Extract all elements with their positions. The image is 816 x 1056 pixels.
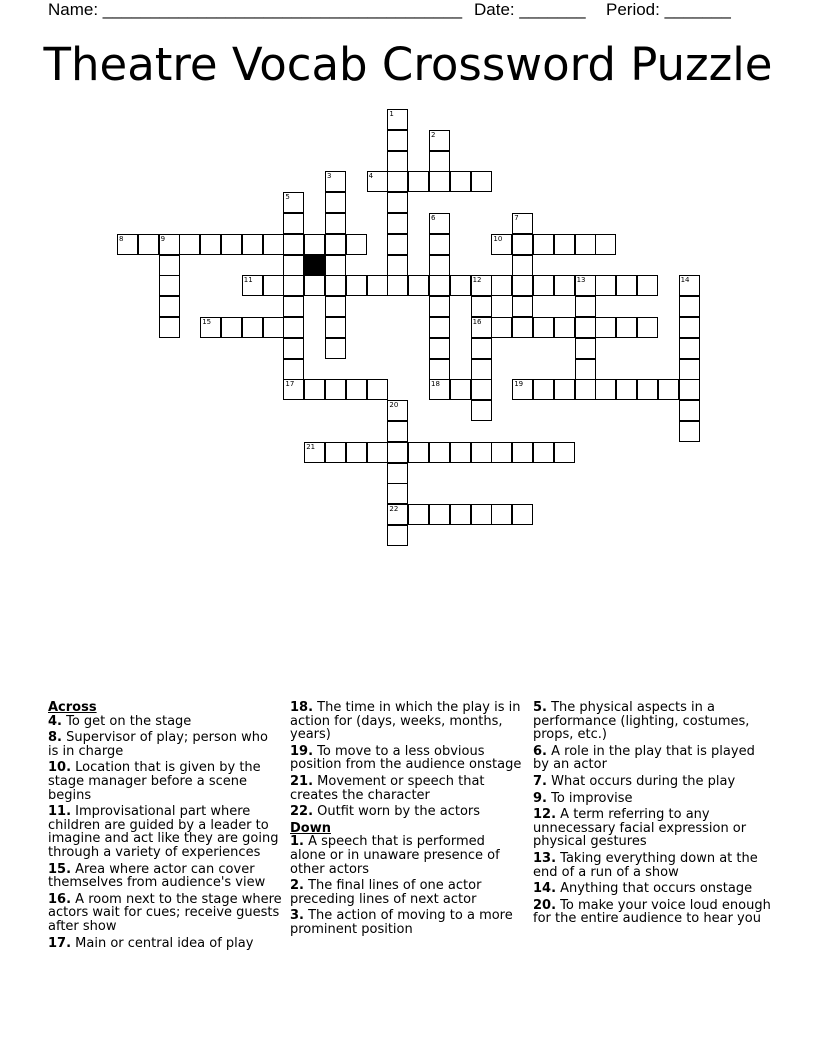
grid-cell[interactable]	[554, 317, 575, 338]
grid-cell[interactable]	[554, 275, 575, 296]
grid-cell[interactable]	[283, 255, 304, 276]
clue-text: Main or central idea of play	[71, 935, 254, 951]
page-title: Theatre Vocab Crossword Puzzle	[43, 38, 773, 91]
grid-cell[interactable]	[616, 275, 637, 296]
grid-cell[interactable]	[429, 234, 450, 255]
clue-number: 1.	[290, 834, 304, 850]
clue-item	[290, 745, 522, 772]
grid-cell[interactable]	[450, 504, 471, 525]
grid-cell[interactable]	[679, 379, 700, 400]
grid-cell[interactable]	[637, 379, 658, 400]
grid-cell[interactable]	[450, 171, 471, 192]
clue-text: To get on the stage	[61, 713, 192, 729]
grid-cell[interactable]	[679, 400, 700, 421]
clue-item	[290, 879, 522, 906]
grid-cell[interactable]	[575, 338, 596, 359]
grid-cell[interactable]	[450, 379, 471, 400]
grid-cell[interactable]	[283, 296, 304, 317]
grid-cell[interactable]	[200, 234, 221, 255]
clue-item	[533, 745, 773, 772]
clue-text: Supervisor of play; person who is in charge	[48, 730, 268, 759]
grid-cell[interactable]	[595, 275, 616, 296]
grid-cell[interactable]	[575, 359, 596, 380]
clues-column-1	[48, 701, 282, 953]
grid-cell[interactable]	[491, 275, 512, 296]
grid-cell[interactable]	[450, 442, 471, 463]
clue-number: 15.	[48, 861, 72, 877]
clue-item	[48, 863, 282, 890]
clue-text: To improvise	[546, 790, 633, 806]
grid-clue-number: 1	[389, 110, 394, 118]
grid-clue-number: 11	[243, 276, 253, 285]
grid-cell[interactable]	[159, 296, 180, 317]
grid-cell[interactable]	[575, 296, 596, 317]
clue-number: 17.	[48, 935, 72, 951]
clue-item	[290, 805, 522, 819]
clue-number: 14.	[533, 881, 557, 897]
grid-cell[interactable]	[387, 255, 408, 276]
grid-cell[interactable]	[679, 359, 700, 380]
clue-text: The physical aspects in a performance (lighting, costumes, props, etc.)	[533, 700, 750, 743]
grid-cell[interactable]	[471, 379, 492, 400]
clues-column-2	[290, 701, 522, 940]
grid-cell[interactable]	[471, 359, 492, 380]
grid-clue-number: 14	[680, 276, 690, 285]
grid-cell[interactable]	[325, 213, 346, 234]
grid-cell[interactable]	[491, 442, 512, 463]
grid-cell[interactable]	[429, 504, 450, 525]
clue-item	[533, 808, 773, 849]
grid-cell[interactable]	[325, 192, 346, 213]
grid-cell[interactable]	[471, 338, 492, 359]
grid-cell[interactable]	[429, 296, 450, 317]
grid-cell[interactable]	[242, 317, 263, 338]
clue-item	[48, 761, 282, 802]
grid-cell[interactable]	[512, 234, 533, 255]
grid-cell[interactable]	[429, 338, 450, 359]
grid-cell[interactable]	[283, 275, 304, 296]
clue-item	[533, 899, 773, 926]
grid-cell[interactable]	[325, 296, 346, 317]
grid-cell[interactable]	[325, 234, 346, 255]
grid-cell[interactable]	[450, 275, 471, 296]
grid-cell[interactable]	[679, 338, 700, 359]
clue-item	[48, 715, 282, 729]
name-field-label: Name: ______________________________________	[48, 0, 463, 19]
clue-text: Outfit worn by the actors	[313, 804, 481, 820]
clue-item	[48, 731, 282, 758]
grid-clue-number: 5	[285, 193, 290, 202]
grid-cell[interactable]	[554, 234, 575, 255]
grid-clue-number: 21	[306, 442, 316, 451]
grid-cell[interactable]	[533, 234, 554, 255]
grid-cell[interactable]	[471, 442, 492, 463]
grid-cell[interactable]	[533, 275, 554, 296]
clue-item	[533, 701, 773, 742]
grid-cell[interactable]	[387, 234, 408, 255]
grid-cell[interactable]	[595, 234, 616, 255]
grid-cell[interactable]	[491, 317, 512, 338]
grid-clue-number: 4	[368, 172, 374, 181]
period-field-label: Period: _______	[606, 0, 731, 19]
grid-cell[interactable]	[533, 379, 554, 400]
clue-number: 8.	[48, 730, 62, 746]
grid-cell[interactable]	[325, 379, 346, 400]
grid-cell[interactable]	[283, 359, 304, 380]
clue-text: To move to a less obvious position from the audience onstage	[290, 743, 522, 773]
grid-clue-number: 10	[493, 234, 503, 243]
grid-cell[interactable]	[471, 504, 492, 525]
grid-cell[interactable]	[325, 317, 346, 338]
grid-cell[interactable]	[408, 171, 429, 192]
clue-item	[290, 701, 522, 742]
clue-text: Movement or speech that creates the character	[290, 773, 485, 803]
grid-cell[interactable]	[595, 379, 616, 400]
clue-text: What occurs during the play	[546, 773, 736, 789]
grid-clue-number: 22	[389, 505, 399, 514]
grid-cell[interactable]	[304, 234, 325, 255]
clue-number: 13.	[533, 850, 557, 866]
grid-cell[interactable]	[512, 442, 533, 463]
grid-cell[interactable]	[283, 317, 304, 338]
grid-cell[interactable]	[408, 442, 429, 463]
grid-cell[interactable]	[387, 442, 408, 463]
grid-cell[interactable]	[471, 296, 492, 317]
grid-cell[interactable]	[304, 275, 325, 296]
grid-cell[interactable]	[367, 379, 388, 400]
clue-text: The final lines of one actor preceding lines of next actor	[290, 878, 482, 907]
grid-cell[interactable]	[533, 317, 554, 338]
grid-cell[interactable]	[429, 151, 450, 172]
grid-clue-number: 17	[285, 380, 295, 389]
grid-cell[interactable]	[575, 379, 596, 400]
clue-number: 16.	[48, 891, 72, 907]
grid-cell[interactable]	[325, 255, 346, 276]
clue-item	[48, 805, 282, 859]
grid-cell[interactable]	[283, 213, 304, 234]
clue-item	[533, 792, 773, 806]
grid-clue-number: 3	[327, 172, 332, 181]
black-square	[304, 255, 325, 276]
clue-text: Improvisational part where children are guided by a leader to imagine and act like they are going through a variety of experiences	[48, 804, 279, 860]
grid-cell[interactable]	[387, 275, 408, 296]
grid-cell[interactable]	[283, 338, 304, 359]
grid-cell[interactable]	[616, 317, 637, 338]
grid-cell[interactable]	[221, 317, 242, 338]
clue-item	[290, 909, 522, 936]
grid-cell[interactable]	[242, 234, 263, 255]
grid-cell[interactable]	[325, 442, 346, 463]
grid-clue-number: 15	[202, 318, 212, 326]
grid-cell[interactable]	[346, 379, 367, 400]
grid-cell[interactable]	[346, 275, 367, 296]
grid-cell[interactable]	[367, 275, 388, 296]
clue-item	[533, 882, 773, 896]
grid-cell[interactable]	[159, 317, 180, 338]
grid-clue-number: 9	[160, 234, 166, 243]
clue-item	[290, 775, 522, 802]
clue-item	[48, 937, 282, 951]
grid-cell[interactable]	[429, 171, 450, 192]
clue-number: 12.	[533, 807, 557, 823]
grid-cell[interactable]	[512, 255, 533, 276]
grid-cell[interactable]	[387, 151, 408, 172]
grid-cell[interactable]	[325, 338, 346, 359]
clue-text: Taking everything down at the end of a run of a show	[533, 850, 758, 880]
grid-cell[interactable]	[512, 317, 533, 338]
grid-cell[interactable]	[346, 442, 367, 463]
grid-cell[interactable]	[471, 400, 492, 421]
grid-cell[interactable]	[263, 317, 284, 338]
grid-cell[interactable]	[387, 130, 408, 151]
grid-clue-number: 20	[389, 401, 399, 410]
clue-number: 20.	[533, 897, 557, 913]
clue-number: 7.	[533, 773, 547, 789]
grid-cell[interactable]	[429, 255, 450, 276]
clue-text: A room next to the stage where actors wait for cues; receive guests after show	[48, 891, 282, 934]
grid-cell[interactable]	[429, 442, 450, 463]
grid-cell[interactable]	[387, 463, 408, 484]
grid-cell[interactable]	[595, 317, 616, 338]
clue-number: 9.	[533, 790, 547, 806]
grid-cell[interactable]	[263, 275, 284, 296]
grid-cell[interactable]	[325, 275, 346, 296]
grid-cell[interactable]	[512, 275, 533, 296]
clue-number: 6.	[533, 743, 547, 759]
grid-cell[interactable]	[283, 234, 304, 255]
grid-clue-number: 8	[119, 234, 124, 243]
grid-clue-number: 7	[514, 214, 519, 222]
grid-clue-number: 12	[472, 276, 482, 285]
grid-cell[interactable]	[512, 296, 533, 317]
clue-text: A speech that is performed alone or in unaware presence of other actors	[290, 834, 500, 877]
clue-number: 5.	[533, 700, 547, 715]
clue-text: The time in which the play is in action for (days, weeks, months, years)	[290, 700, 521, 743]
grid-cell[interactable]	[387, 525, 408, 546]
down-heading: Down	[290, 820, 331, 836]
across-heading: Across	[48, 700, 97, 715]
grid-cell[interactable]	[408, 275, 429, 296]
grid-clue-number: 19	[514, 380, 524, 389]
grid-cell[interactable]	[491, 504, 512, 525]
clue-text: A term referring to any unnecessary facial expression or physical gestures	[533, 807, 747, 850]
grid-cell[interactable]	[429, 275, 450, 296]
grid-cell[interactable]	[387, 213, 408, 234]
clue-number: 19.	[290, 743, 314, 759]
grid-cell[interactable]	[346, 234, 367, 255]
clue-number: 22.	[290, 804, 314, 820]
grid-cell[interactable]	[533, 442, 554, 463]
grid-cell[interactable]	[658, 379, 679, 400]
grid-cell[interactable]	[179, 234, 200, 255]
grid-cell[interactable]	[575, 234, 596, 255]
grid-cell[interactable]	[637, 317, 658, 338]
grid-cell[interactable]	[616, 379, 637, 400]
grid-cell[interactable]	[429, 317, 450, 338]
clue-text: A role in the play that is played by an actor	[533, 743, 755, 773]
clue-text: Location that is given by the stage manager before a scene begins	[48, 760, 261, 803]
clue-text: Area where actor can cover themselves from audience's view	[48, 861, 266, 891]
clue-item	[48, 893, 282, 934]
clue-number: 18.	[290, 700, 314, 715]
clue-number: 2.	[290, 878, 304, 894]
clue-number: 21.	[290, 773, 314, 789]
grid-cell[interactable]	[554, 442, 575, 463]
grid-cell[interactable]	[387, 171, 408, 192]
grid-clue-number: 18	[431, 380, 440, 389]
grid-cell[interactable]	[471, 171, 492, 192]
grid-clue-number: 13	[576, 276, 586, 285]
grid-cell[interactable]	[575, 317, 596, 338]
clue-number: 4.	[48, 713, 62, 729]
grid-cell[interactable]	[159, 255, 180, 276]
grid-cell[interactable]	[408, 504, 429, 525]
grid-cell[interactable]	[138, 234, 159, 255]
grid-cell[interactable]	[367, 442, 388, 463]
clue-number: 11.	[48, 804, 72, 820]
grid-cell[interactable]	[387, 483, 408, 504]
clue-item	[533, 852, 773, 879]
clue-text: Anything that occurs onstage	[556, 881, 753, 897]
clue-item	[533, 775, 773, 789]
grid-cell[interactable]	[221, 234, 242, 255]
grid-cell[interactable]	[159, 275, 180, 296]
grid-cell[interactable]	[387, 192, 408, 213]
clue-number: 10.	[48, 760, 72, 776]
clues-column-3	[533, 701, 773, 929]
grid-cell[interactable]	[554, 379, 575, 400]
grid-cell[interactable]	[263, 234, 284, 255]
date-field-label: Date: _______	[474, 0, 586, 19]
grid-cell[interactable]	[304, 379, 325, 400]
grid-cell[interactable]	[512, 504, 533, 525]
grid-cell[interactable]	[679, 296, 700, 317]
grid-clue-number: 2	[431, 130, 436, 139]
grid-clue-number: 16	[472, 318, 482, 326]
clue-text: The action of moving to a more prominent position	[290, 908, 513, 937]
grid-cell[interactable]	[429, 359, 450, 380]
grid-cell[interactable]	[679, 421, 700, 442]
grid-clue-number: 6	[431, 214, 436, 222]
grid-cell[interactable]	[387, 421, 408, 442]
grid-cell[interactable]	[637, 275, 658, 296]
clue-number: 3.	[290, 908, 304, 924]
clue-item	[290, 835, 522, 876]
grid-cell[interactable]	[679, 317, 700, 338]
clue-text: To make your voice loud enough for the entire audience to hear you	[533, 897, 771, 927]
